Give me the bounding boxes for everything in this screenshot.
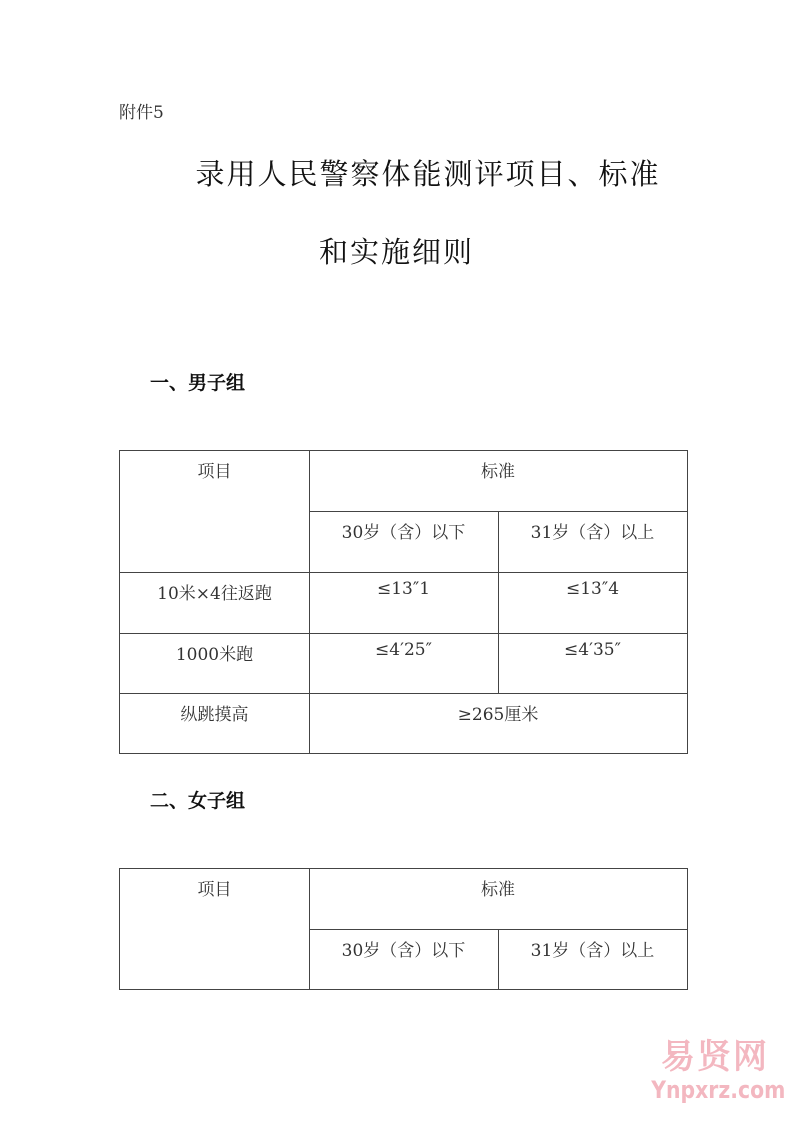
header-age-30-below: 30岁（含）以下 bbox=[341, 941, 466, 961]
watermark-text-cn: 易贤网 bbox=[661, 1037, 769, 1077]
header-standard: 标准 bbox=[481, 462, 515, 482]
document-title-line-1: 录用人民警察体能测评项目、标准 bbox=[195, 157, 661, 191]
table-row-value: ≤4′35″ bbox=[564, 640, 621, 660]
table-row-value: ≤4′25″ bbox=[375, 640, 432, 660]
female-standards-table bbox=[119, 868, 688, 990]
header-standard: 标准 bbox=[481, 880, 515, 900]
table-row-merged-value: ≥265厘米 bbox=[457, 705, 539, 725]
header-item: 项目 bbox=[197, 880, 232, 900]
table-row-value: ≤13″4 bbox=[565, 579, 620, 599]
document-title-line-2: 和实施细则 bbox=[318, 235, 474, 269]
table-row-item: 10米×4往返跑 bbox=[157, 584, 272, 604]
section-heading-female: 二、女子组 bbox=[150, 790, 246, 812]
header-age-31-above: 31岁（含）以上 bbox=[530, 941, 655, 961]
section-heading-male: 一、男子组 bbox=[150, 372, 246, 394]
male-standards-table bbox=[119, 450, 688, 754]
watermark-text-url: Ynpxrz.com bbox=[651, 1076, 786, 1104]
header-age-31-above: 31岁（含）以上 bbox=[530, 523, 655, 543]
header-item: 项目 bbox=[197, 462, 232, 482]
table-row-value: ≤13″1 bbox=[376, 579, 431, 599]
attachment-label: 附件5 bbox=[119, 103, 164, 123]
table-row-item: 1000米跑 bbox=[175, 645, 254, 665]
table-row-item: 纵跳摸高 bbox=[180, 705, 249, 725]
watermark-logo bbox=[640, 1038, 790, 1104]
header-age-30-below: 30岁（含）以下 bbox=[341, 523, 466, 543]
